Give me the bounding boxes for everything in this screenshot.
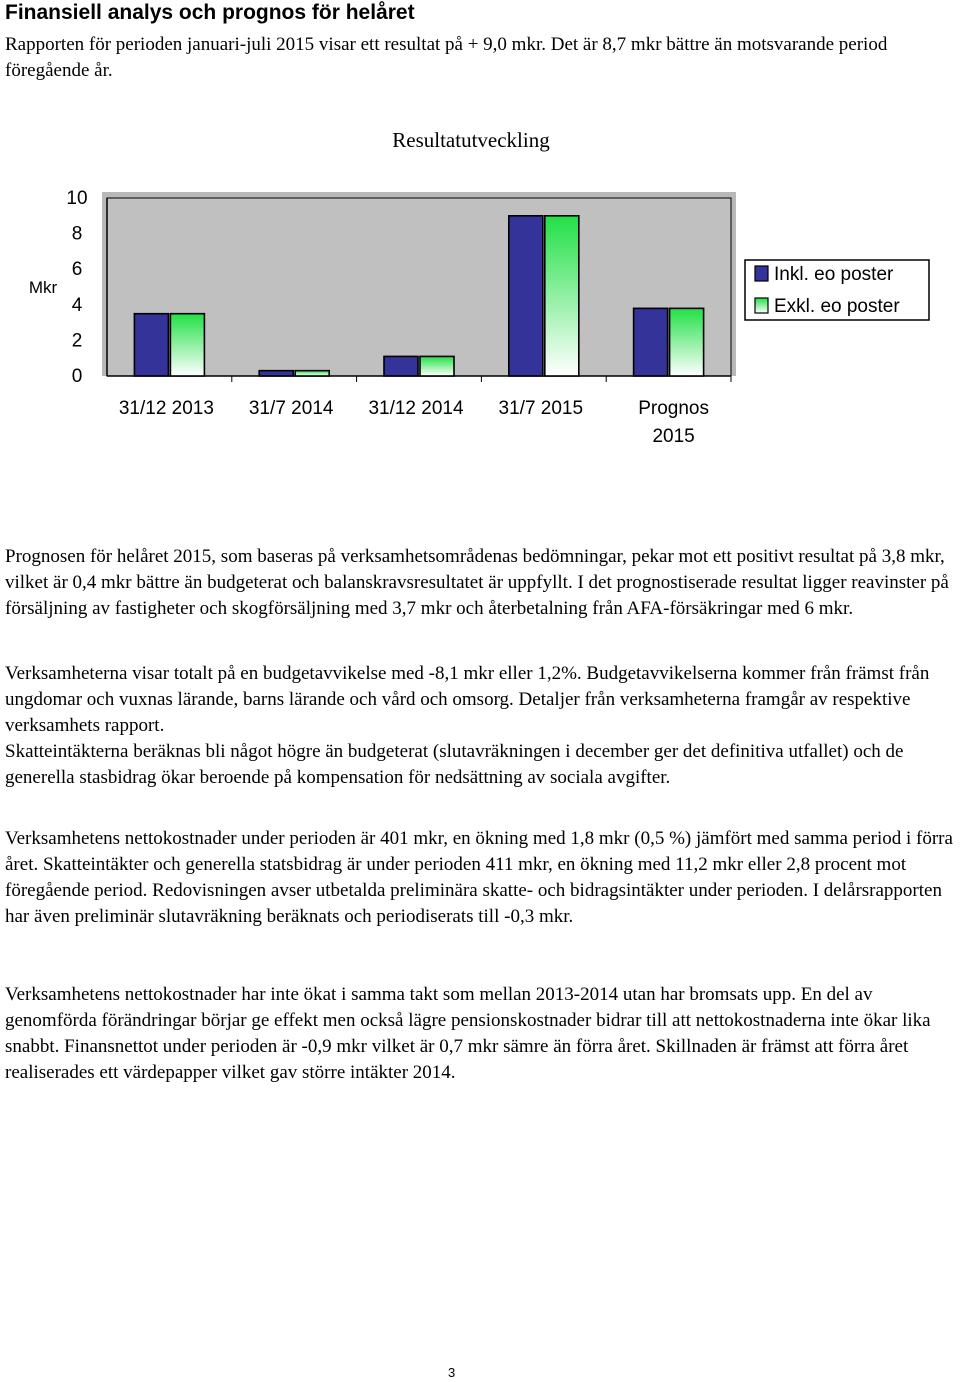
bar-exkl — [545, 216, 579, 376]
y-tick-label: 6 — [71, 259, 83, 281]
y-tick-label: 4 — [71, 294, 83, 316]
x-tick-label: Prognos — [638, 398, 709, 419]
legend-swatch-inkl — [755, 266, 768, 281]
y-axis-label: Mkr — [28, 278, 58, 297]
bar-inkl — [259, 371, 293, 376]
legend-label-inkl: Inkl. eo poster — [774, 264, 894, 285]
x-tick-label: 31/12 2014 — [368, 398, 464, 419]
bar-exkl — [420, 356, 454, 376]
x-tick-label-line2: 2015 — [652, 426, 695, 447]
x-tick-label: 31/7 2014 — [248, 398, 334, 419]
y-axis-ticks — [66, 188, 87, 387]
y-tick-label: 0 — [71, 366, 83, 387]
bar-exkl — [170, 314, 204, 376]
bar-inkl — [384, 356, 418, 376]
paragraph-nettokostnader: Verksamhetens nettokostnader under perioden är 401 mkr, en ökning med 1,8 mkr (0,5 %) jämfört med samma period i förra året. Skatteintäkter och generella statsbidrag är under perioden 411 mkr, en ökning med 11,2 mkr eller 2,8 procent mot föregående period. Redovisningen avser utbetalda preliminära skatte- och bidragsintäkter under perioden. I delårsrapporten har även preliminär slutavräkning beräknats och periodiserats till -0,3 mkr. — [5, 828, 953, 927]
legend-swatch-exkl — [755, 298, 768, 313]
x-tick-label: 31/7 2015 — [498, 398, 584, 419]
x-tick-label: 31/12 2013 — [118, 398, 214, 419]
legend — [745, 260, 929, 320]
y-tick-label: 2 — [71, 330, 83, 352]
result-chart — [0, 118, 960, 458]
bar-inkl — [509, 216, 543, 376]
chart-title: Resultatutveckling — [392, 128, 550, 152]
bar-inkl — [134, 314, 168, 376]
page-number: 3 — [448, 1365, 456, 1380]
x-axis-ticks — [119, 376, 731, 447]
paragraph-budgetavvikelse: Verksamheterna visar totalt på en budgetavvikelse med -8,1 mkr eller 1,2%. Budgetavvikelserna kommer från främst från ungdomar och vuxnas lärande, barns lärande och vård och omsorg. Detaljer från verksamheterna framgår av respektive verksamhets rapport. — [5, 663, 930, 736]
paragraph-nettokostnader-takt: Verksamhetens nettokostnader har inte ökat i samma takt som mellan 2013-2014 utan har bromsats upp. En del av genomförda förändringar börjar ge effekt men också lägre pensionskostnader bidrar till att nettokostnaderna inte ökar lika snabbt. Finansnettot under perioden är -0,9 mkr vilket är 0,7 mkr sämre än förra året. Skillnaden är främst att förra året realiserades ett värdepapper vilket gav större intäkter 2014. — [5, 984, 931, 1083]
paragraph-skatteintakter: Skatteintäkterna beräknas bli något högre än budgeterat (slutavräkningen i december ger det definitiva utfallet) och de generella stasbidrag ökar beroende på kompensation för nedsättning av sociala avgifter. — [5, 741, 904, 788]
intro-paragraph: Rapporten för perioden januari-juli 2015 visar ett resultat på + 9,0 mkr. Det är 8,7 mkr bättre än motsvarande period föregående år. — [5, 34, 888, 81]
bar-exkl — [670, 308, 704, 376]
y-tick-label: 10 — [66, 188, 88, 209]
legend-label-exkl: Exkl. eo poster — [774, 296, 900, 317]
paragraph-prognos: Prognosen för helåret 2015, som baseras på verksamhetsområdenas bedömningar, pekar mot ett positivt resultat på 3,8 mkr, vilket är 0,4 mkr bättre än budgeterat och balanskravsresultatet är uppfyllt. I det prognostiserade resultat ligger reavinster på försäljning av fastigheter och skogförsäljning med 3,7 mkr och återbetalning från AFA-försäkringar med 6 mkr. — [5, 546, 949, 619]
page-heading: Finansiell analys och prognos för helåret — [5, 1, 415, 24]
bar-exkl — [295, 371, 329, 376]
y-tick-label: 8 — [71, 223, 83, 245]
bar-inkl — [634, 308, 668, 376]
